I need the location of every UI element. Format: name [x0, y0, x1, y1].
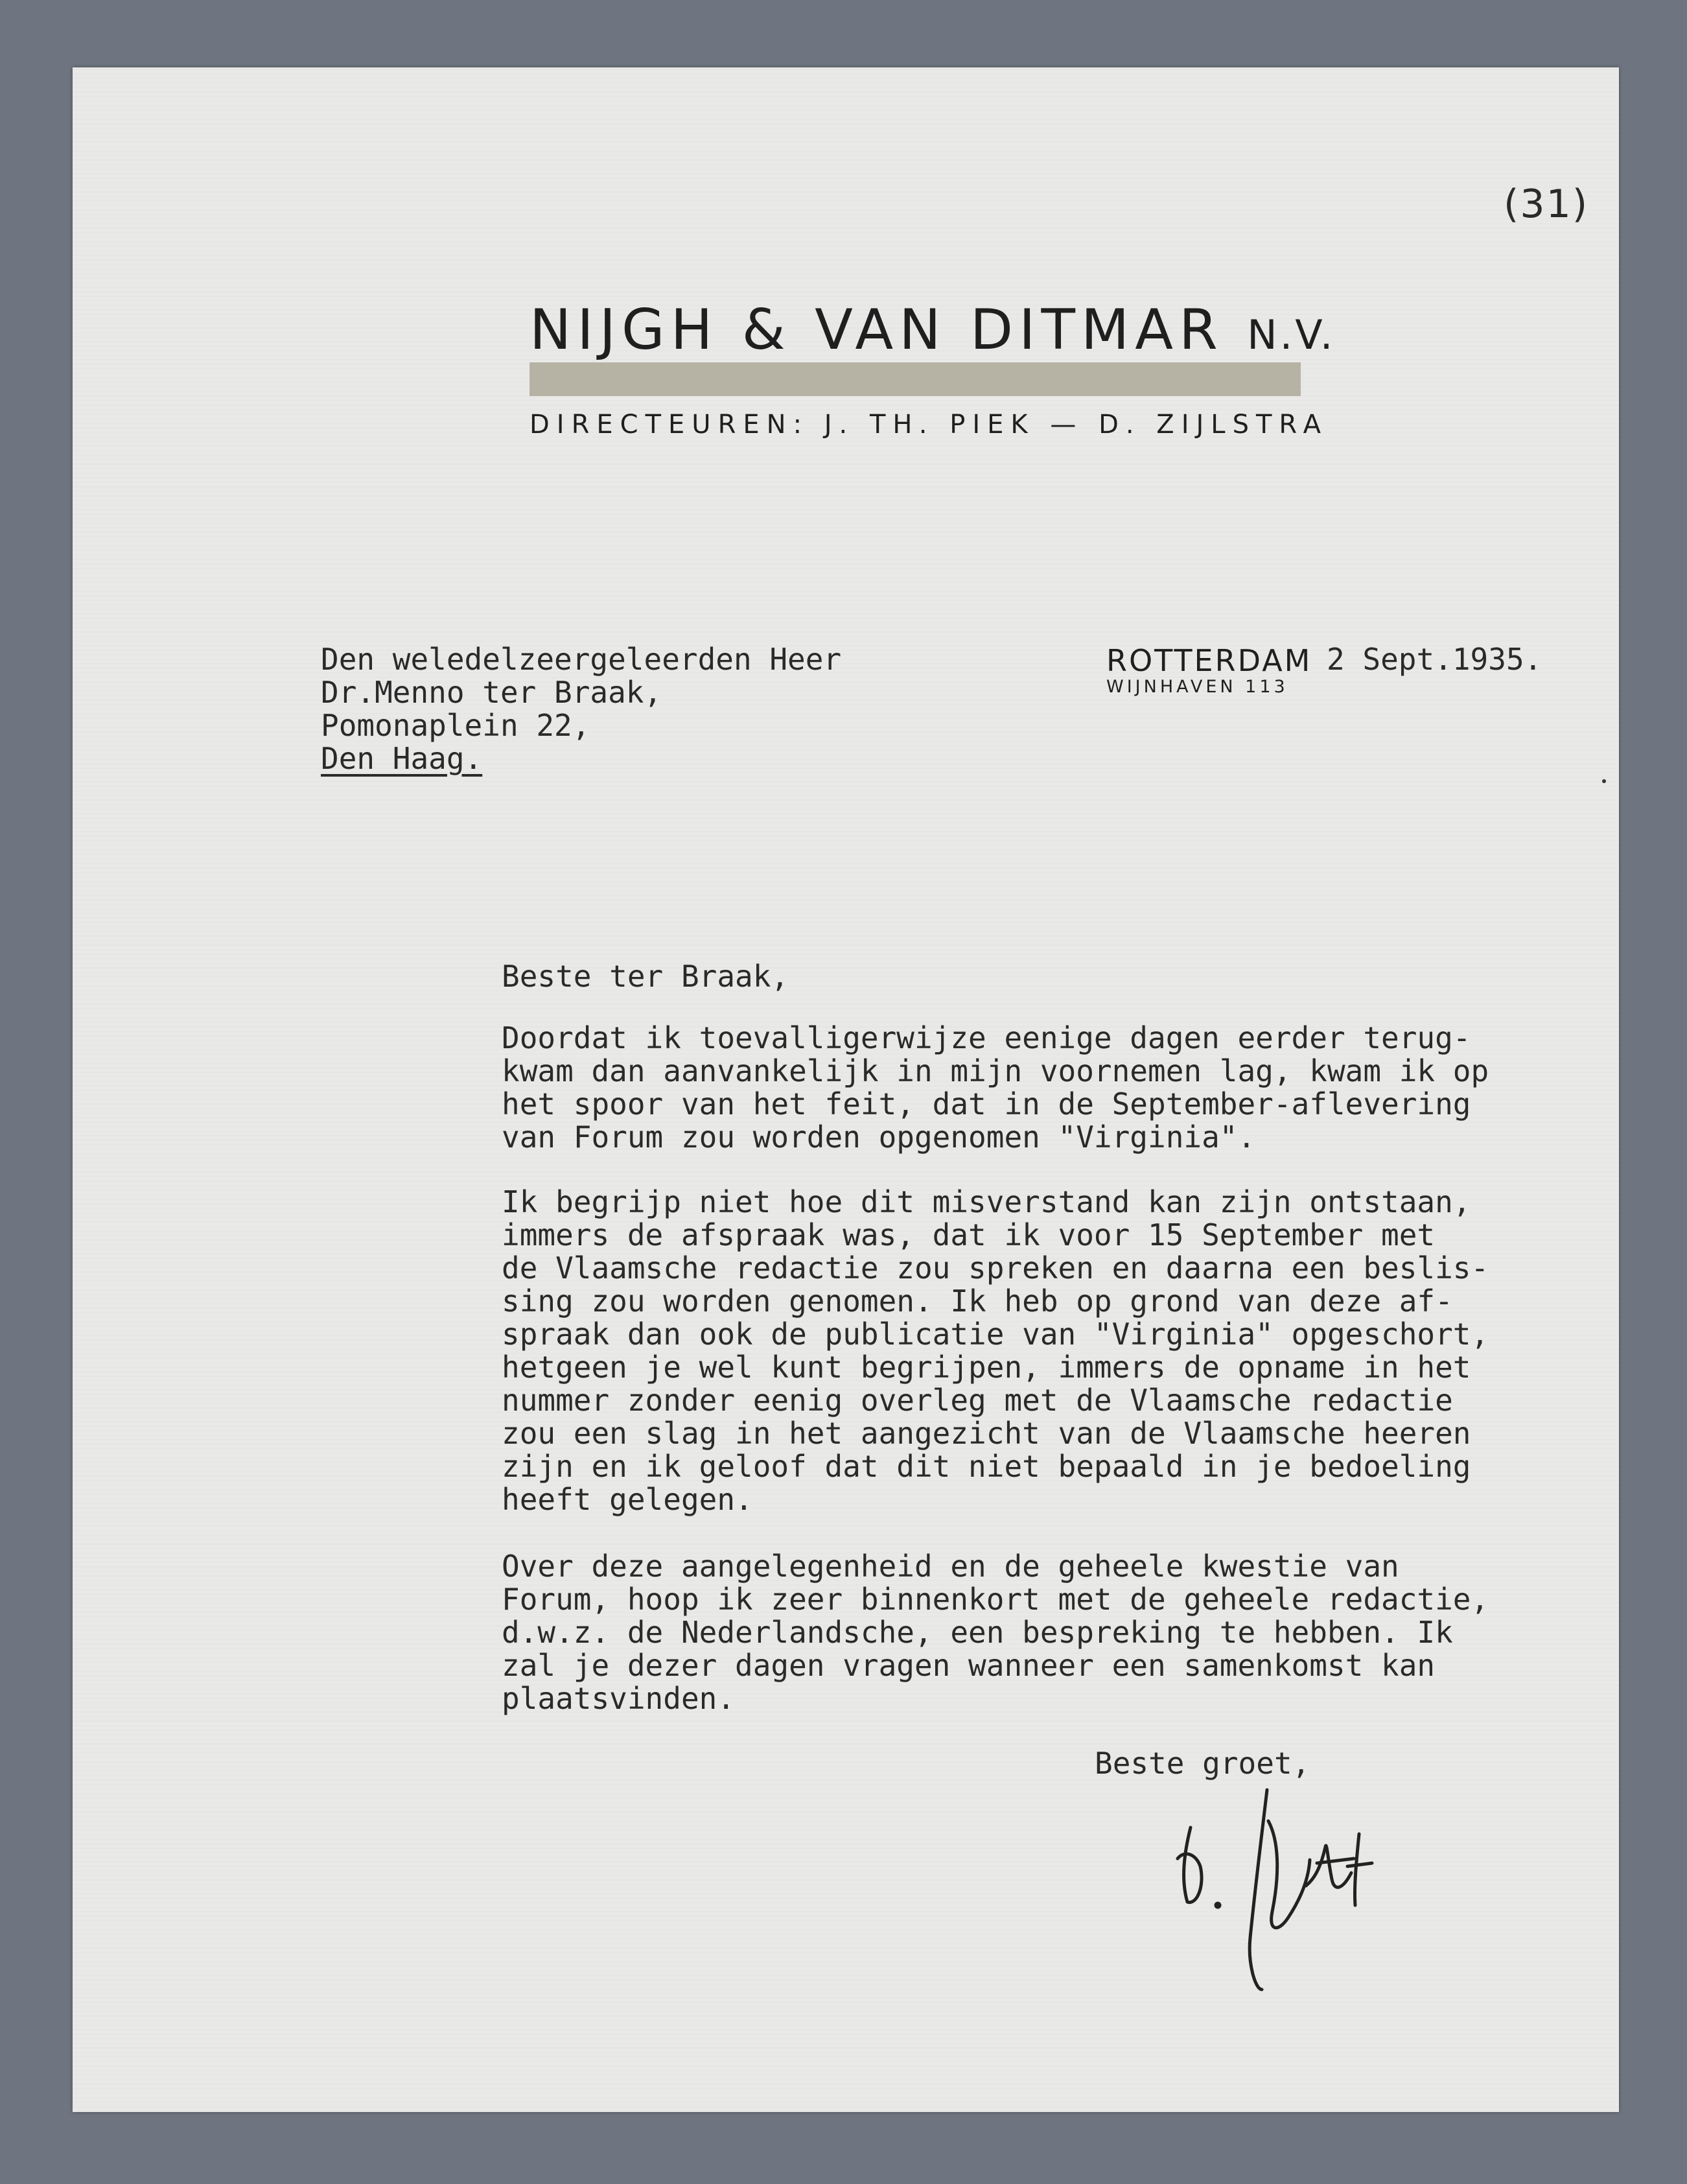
recipient-address — [321, 643, 841, 775]
company-suffix: N.V. — [1247, 311, 1336, 358]
body-paragraph-3: Over deze aangelegenheid en de geheele kwestie van Forum, hoop ik zeer binnenkort met de geheele redactie, d.w.z. de Nederlandsche, een bespreking te hebben. Ik zal je dezer dagen vragen wanneer een samenkomst kan plaatsvinden. — [502, 1549, 1489, 1716]
recipient-line-2: Dr.Menno ter Braak, — [321, 675, 662, 710]
body-paragraph-2: Ik begrijp niet hoe dit misverstand kan zijn ontstaan, immers de afspraak was, dat ik voor 15 September met de Vlaamsche redactie zou spreken en daarna een beslis- sing zou worden genomen. Ik heb op grond van deze af- spraak dan ook de publicatie van "Virginia" opgeschort, hetgeen je wel kunt begrijpen, immers de opname in het nummer zonder eenig overleg met de Vlaamsche redactie zou een slag in het aangezicht van de Vlaamsche heeren zijn en ik geloof dat dit niet bepaald in je bedoeling heeft gelegen. — [502, 1184, 1489, 1517]
recipient-line-3: Pomonaplein 22, — [321, 708, 590, 743]
sender-street: WIJNHAVEN 113 — [1106, 677, 1288, 697]
letter-date: 2 Sept.1935. — [1327, 642, 1542, 677]
handwritten-signature — [1165, 1782, 1411, 1996]
closing: Beste groet, — [1095, 1746, 1310, 1781]
recipient-line-1: Den weledelzeergeleerden Heer — [321, 642, 842, 677]
salutation: Beste ter Braak, — [502, 959, 789, 994]
body-paragraph-1: Doordat ik toevalligerwijze eenige dagen eerder terug- kwam dan aanvankelijk in mijn voornemen lag, kwam ik op het spoor van het feit, dat in de September-aflevering van Forum zou worden opgenomen "Virginia". — [502, 1020, 1489, 1155]
sender-city: ROTTERDAM — [1106, 643, 1312, 678]
letter-sheet — [73, 67, 1619, 2112]
recipient-line-4: Den Haag. — [321, 741, 483, 776]
archive-number: (31) — [1504, 182, 1589, 227]
ink-speck — [1602, 779, 1606, 783]
company-name: NIJGH & VAN DITMAR — [529, 298, 1224, 362]
letterhead-company — [529, 298, 1336, 362]
letterhead-bar — [529, 362, 1301, 396]
letterhead-directors: DIRECTEUREN: J. TH. PIEK — D. ZIJLSTRA — [529, 410, 1328, 440]
